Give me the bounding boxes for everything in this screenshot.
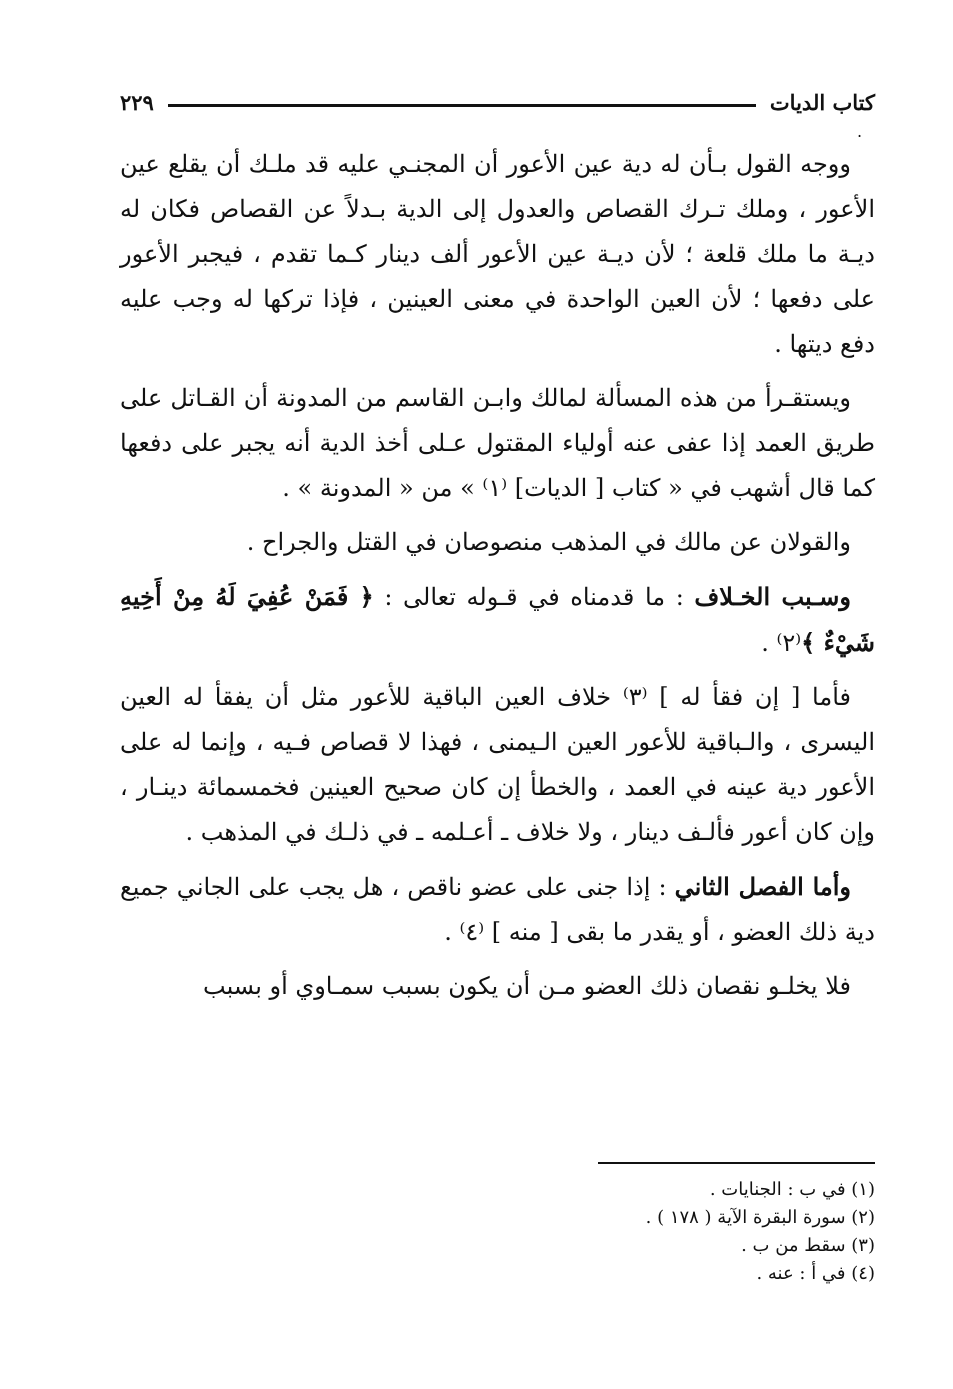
paragraph-3: والقولان عن مالك في المذهب منصوصان في القتل والجراح . bbox=[246, 528, 851, 556]
running-title: كتاب الديات bbox=[769, 89, 875, 115]
paragraph-4-text: : ما قدمناه في قـوله تعالى : bbox=[373, 583, 695, 611]
header-dot: . bbox=[857, 122, 863, 141]
paragraph-6-text: : إذا جنى على عضو ناقص ، هل يجب على الجاني جميع دية ذلك العضو ، أو يقدر ما بقى [ منه ] ⁽٤⁾ . bbox=[120, 873, 875, 946]
paragraph-5: فأما [ إن فقأ له ] ⁽٣⁾ خلاف العين الباقية للأعور مثل أن يفقأ له العين اليسرى ، والـباقية للأعور العين الـيمنى ، فهذا لا قصاص فـيه ، وإنما له على الأعور دية عينه في العمد ، والخطأ إن كان صحيح العينين فخمسمائة دينـار ، وإن كان أعور فألـف دينار ، ولا خلاف ـ أعـلمه ـ في ذلـك في المذهب . bbox=[120, 683, 875, 846]
paragraph-2: ويستقـرأ من هذه المسألة لمالك وابـن القاسم من المدونة أن القـاتل على طريق العمد إذا عفى عنه أولياء المقتول عـلى أخذ الدية أنه يجبر على دفعها كما قال أشهب في « كتاب [ الديات] ⁽١⁾ » من « المدونة » . bbox=[120, 384, 875, 502]
paragraph-7: فلا يخلـو نقصان ذلك العضو مـن أن يكون بسبب سمـاوي أو بسبب bbox=[203, 972, 851, 1000]
footnote-rule bbox=[598, 1162, 875, 1164]
page-number: ٢٢٩ bbox=[120, 89, 154, 115]
header-rule bbox=[168, 104, 756, 107]
footnote-2: (٢) سورة البقرة الآية ( ١٧٨ ) . bbox=[645, 1207, 875, 1228]
paragraph-4 bbox=[120, 574, 875, 666]
main-text bbox=[120, 142, 875, 1018]
footnote-4: (٤) في أ : عنه . bbox=[756, 1263, 875, 1284]
paragraph-1: ووجه القول بـأن له دية عين الأعور أن المجنـي عليه قد ملـك أن يقلع عين الأعور ، وملك تـرك القصاص والعدول إلى الدية بـدلاً عن القصاص فكان له ديـة ما ملك قلعة ؛ لأن ديـة عين الأعور ألف دينار كـما تقدم ، فيجبر الأعور على دفعها ؛ لأن العين الواحدة في معنى العينين ، فإذا تركها له وجب عليه دفع ديتها . bbox=[120, 150, 875, 358]
footnotes bbox=[120, 1176, 875, 1288]
paragraph-6-lead: وأما الفصل الثاني bbox=[674, 872, 851, 901]
page-header bbox=[120, 84, 875, 120]
paragraph-6 bbox=[120, 864, 875, 955]
footnote-3: (٣) سقط من ب . bbox=[741, 1235, 875, 1256]
paragraph-4-lead: وسـبب الخـلاف bbox=[694, 582, 851, 611]
quran-verse: ﴿ فَمَنْ عُفِيَ لَهُ مِنْ أَخِيهِ شَيْءٌ ﴾ bbox=[120, 582, 875, 657]
footnote-1: (١) في ب : الجنايات . bbox=[709, 1179, 875, 1200]
paragraph-4-end: ⁽٢⁾ . bbox=[761, 629, 802, 657]
